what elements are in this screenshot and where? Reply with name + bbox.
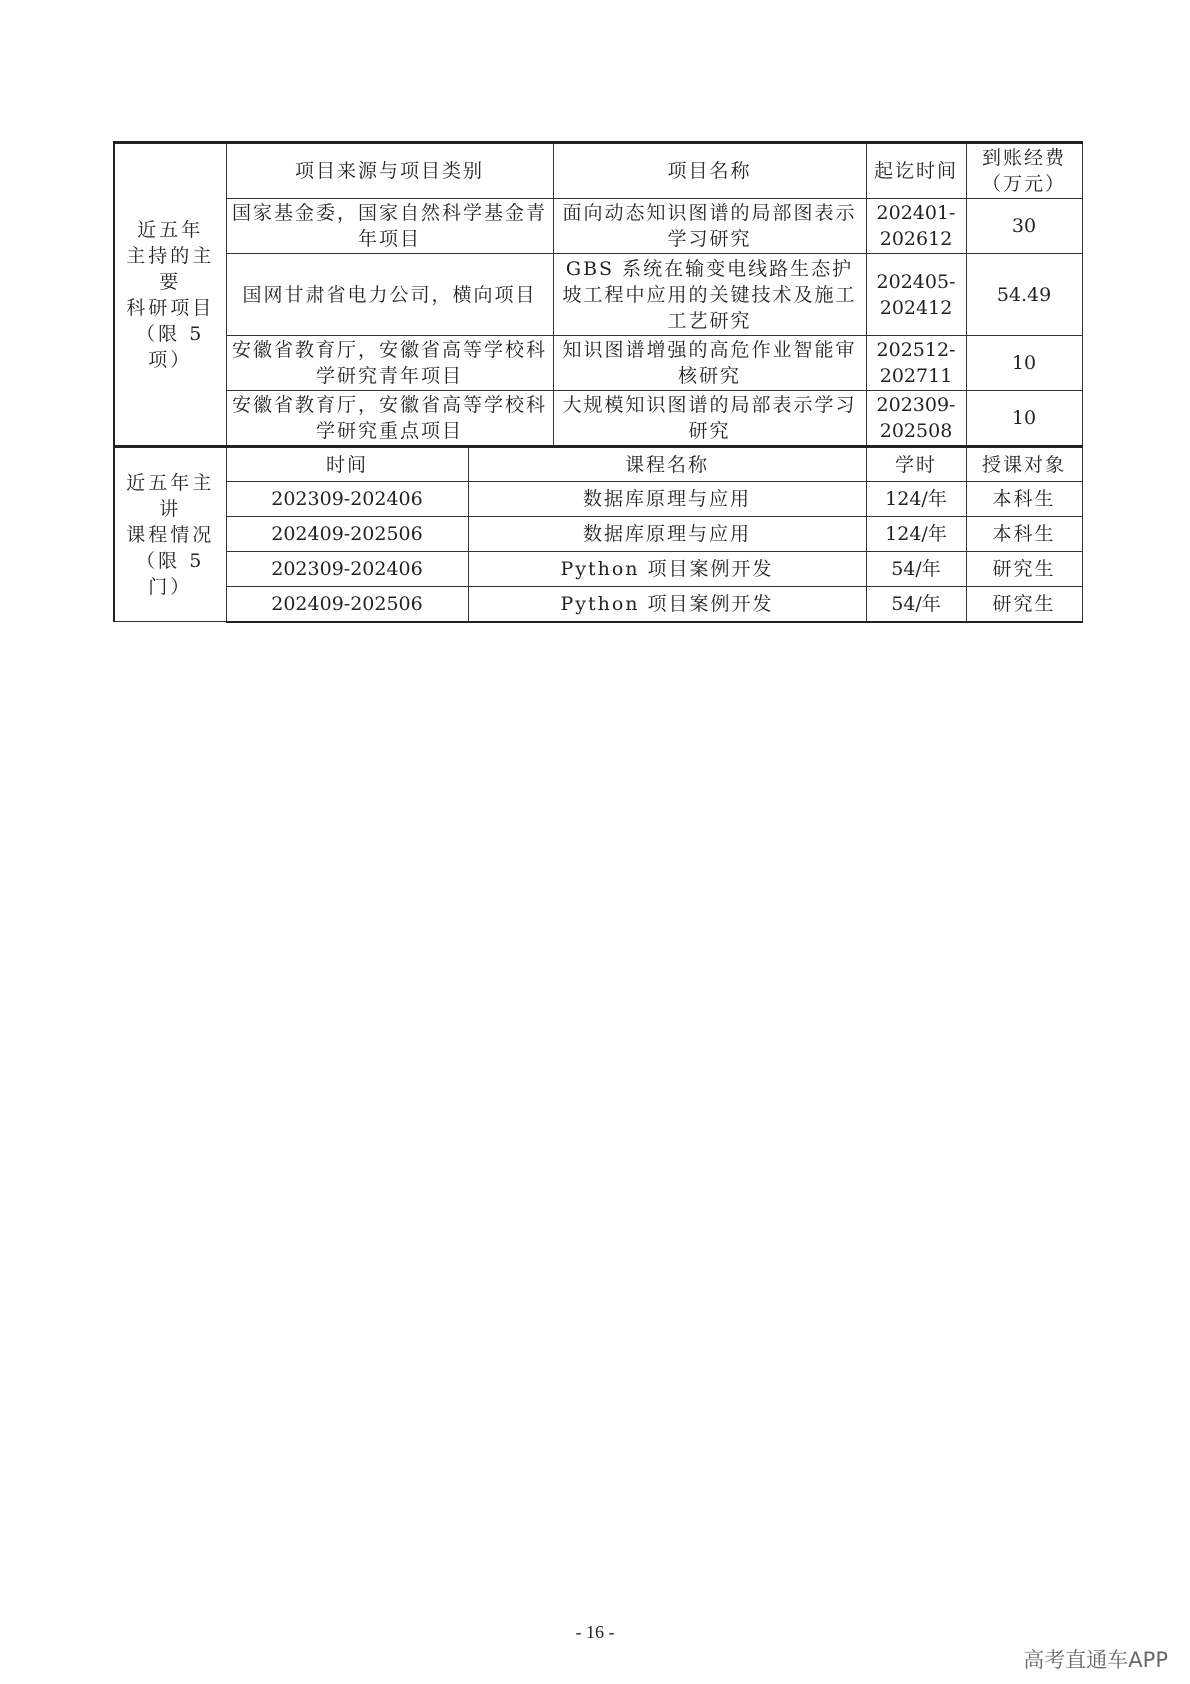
course-audience: 研究生 (966, 587, 1082, 622)
course-hours: 54/年 (866, 587, 966, 622)
page-number: - 16 - (575, 1622, 615, 1642)
project-name: GBS 系统在输变电线路生态护坡工程中应用的关键技术及施工工艺研究 (553, 254, 866, 336)
project-period: 202512- 202711 (866, 336, 966, 391)
course-row (114, 552, 1082, 587)
resume-table (113, 141, 1083, 623)
course-time: 202409-202506 (226, 587, 468, 622)
research-row (114, 336, 1082, 391)
project-funding: 10 (966, 391, 1082, 447)
course-name: Python 项目案例开发 (468, 552, 866, 587)
project-period: 202309- 202508 (866, 391, 966, 447)
course-section-label: 近五年主讲 课程情况 （限 5 门） (114, 447, 226, 622)
course-hours: 124/年 (866, 482, 966, 517)
course-header-row (114, 447, 1082, 482)
course-hours: 54/年 (866, 552, 966, 587)
header-course-name: 课程名称 (468, 447, 866, 482)
research-header-row (114, 143, 1082, 199)
course-name: Python 项目案例开发 (468, 587, 866, 622)
course-hours: 124/年 (866, 517, 966, 552)
header-course-time: 时间 (226, 447, 468, 482)
project-source: 安徽省教育厅，安徽省高等学校科学研究重点项目 (226, 391, 553, 447)
course-time: 202309-202406 (226, 552, 468, 587)
project-period: 202401- 202612 (866, 199, 966, 254)
header-project-source: 项目来源与项目类别 (226, 143, 553, 199)
header-audience: 授课对象 (966, 447, 1082, 482)
project-period: 202405- 202412 (866, 254, 966, 336)
project-name: 知识图谱增强的高危作业智能审核研究 (553, 336, 866, 391)
research-section-label: 近五年 主持的主要 科研项目 （限 5 项） (114, 143, 226, 447)
course-audience: 本科生 (966, 517, 1082, 552)
course-audience: 本科生 (966, 482, 1082, 517)
header-period: 起讫时间 (866, 143, 966, 199)
research-row (114, 199, 1082, 254)
research-row (114, 391, 1082, 447)
watermark: 高考直通车APP (1023, 1648, 1168, 1672)
course-name: 数据库原理与应用 (468, 482, 866, 517)
course-name: 数据库原理与应用 (468, 517, 866, 552)
project-source: 国网甘肃省电力公司，横向项目 (226, 254, 553, 336)
project-source: 安徽省教育厅，安徽省高等学校科学研究青年项目 (226, 336, 553, 391)
course-audience: 研究生 (966, 552, 1082, 587)
research-row (114, 254, 1082, 336)
project-name: 大规模知识图谱的局部表示学习研究 (553, 391, 866, 447)
project-funding: 10 (966, 336, 1082, 391)
header-project-name: 项目名称 (553, 143, 866, 199)
course-row (114, 587, 1082, 622)
course-row (114, 517, 1082, 552)
course-time: 202309-202406 (226, 482, 468, 517)
course-time: 202409-202506 (226, 517, 468, 552)
project-funding: 30 (966, 199, 1082, 254)
project-name: 面向动态知识图谱的局部图表示学习研究 (553, 199, 866, 254)
header-hours: 学时 (866, 447, 966, 482)
project-source: 国家基金委，国家自然科学基金青年项目 (226, 199, 553, 254)
header-funding: 到账经费 （万元） (966, 143, 1082, 199)
project-funding: 54.49 (966, 254, 1082, 336)
course-row (114, 482, 1082, 517)
